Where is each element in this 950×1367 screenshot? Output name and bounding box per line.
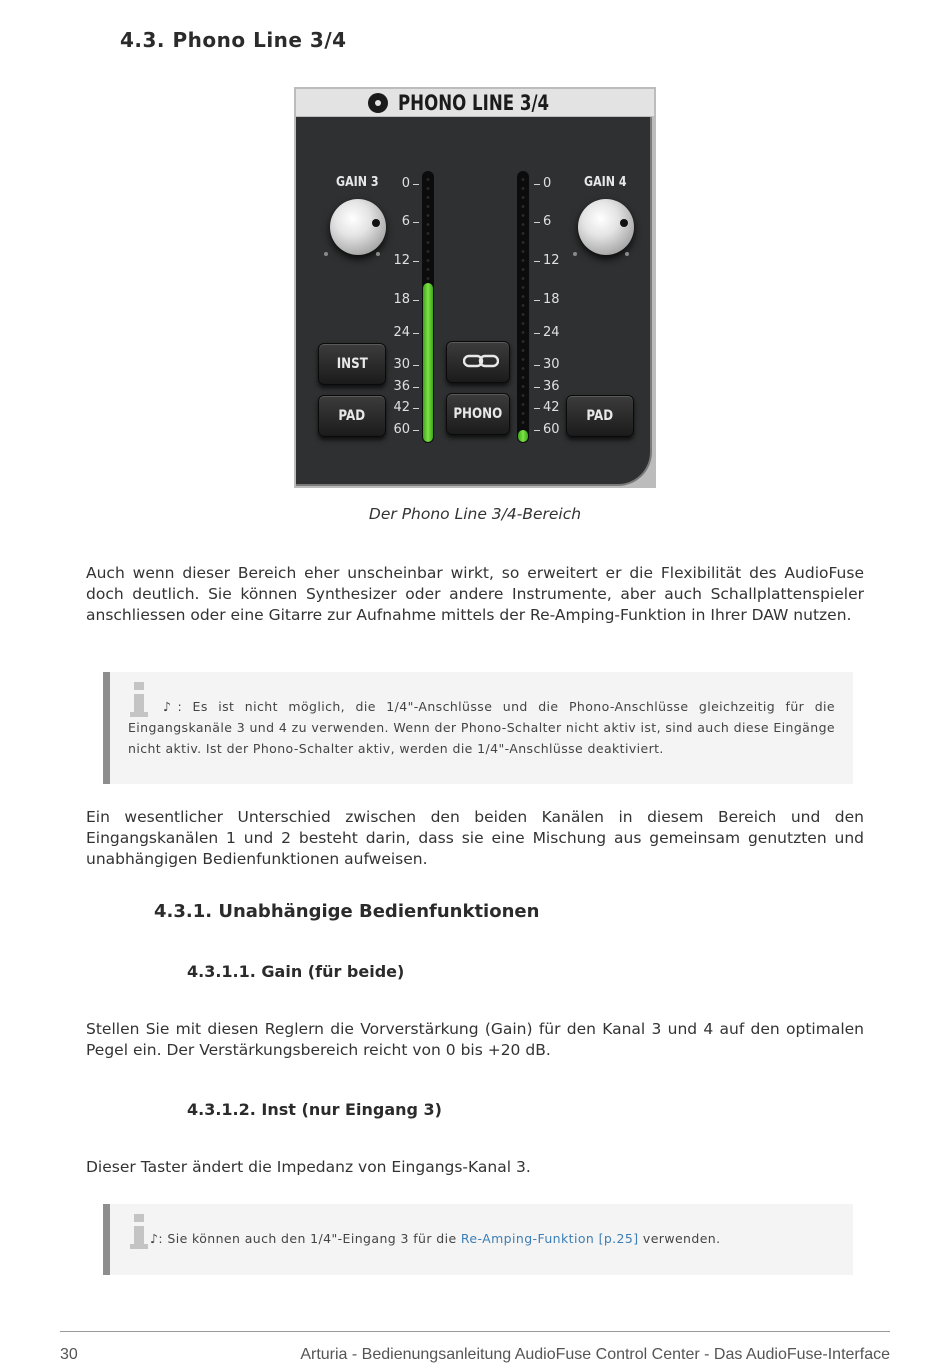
footer-title: Arturia - Bedienungsanleitung AudioFuse Control Center - Das AudioFuse-Interface <box>300 1346 890 1363</box>
chain-link-icon <box>463 354 499 368</box>
gain3-knob[interactable] <box>330 199 386 255</box>
phono-button[interactable] <box>446 393 510 435</box>
meter-fill <box>518 430 528 442</box>
scale-tick <box>413 261 419 262</box>
inst-heading: 4.3.1.2. Inst (nur Eingang 3) <box>187 1100 442 1119</box>
phono-line-panel-figure <box>294 87 656 488</box>
knob-dot <box>376 252 380 256</box>
gain4-label: GAIN 4 <box>584 175 627 190</box>
gain4-knob[interactable] <box>578 199 634 255</box>
scale-label-left: 60 <box>393 422 410 437</box>
scale-label-left: 24 <box>393 325 410 340</box>
inst-paragraph: Dieser Taster ändert die Impedanz von Eingangs-Kanal 3. <box>86 1158 531 1176</box>
inst-button[interactable] <box>318 343 386 385</box>
scale-tick <box>534 387 540 388</box>
panel-title: PHONO LINE 3/4 <box>398 91 550 115</box>
gain-heading: 4.3.1.1. Gain (für beide) <box>187 962 405 981</box>
vinyl-record-icon <box>368 93 388 113</box>
scale-label-right: 30 <box>543 357 560 372</box>
input4-level-meter <box>517 171 529 443</box>
scale-label-left: 0 <box>401 176 410 191</box>
pad-right-button[interactable] <box>566 395 634 437</box>
scale-tick <box>413 222 419 223</box>
info-icon <box>130 1214 148 1254</box>
section-heading: 4.3. Phono Line 3/4 <box>120 28 347 52</box>
scale-label-right: 0 <box>543 176 552 191</box>
scale-label-right: 60 <box>543 422 560 437</box>
pad-right-button-label: PAD <box>586 408 614 424</box>
inst-button-label: INST <box>336 356 368 372</box>
scale-tick <box>413 430 419 431</box>
scale-label-right: 24 <box>543 325 560 340</box>
panel-body <box>296 117 652 486</box>
note-2-text: ♪: Sie können auch den 1/4"-Eingang 3 für die Re-Amping-Funktion [p.25] verwenden. <box>150 1231 721 1246</box>
footer-divider <box>60 1331 890 1332</box>
scale-label-left: 36 <box>393 379 410 394</box>
link-button[interactable] <box>446 341 510 383</box>
paragraph-2: Ein wesentlicher Unterschied zwischen den beiden Kanälen in diesem Bereich und den Eingangskanälen 1 und 2 besteht darin, dass sie eine Mischung aus gemeinsam genutzten und unabhängigen Bedienfunktionen aufweisen. <box>86 808 864 868</box>
knob-dot <box>324 252 328 256</box>
scale-tick <box>534 333 540 334</box>
note-box <box>103 672 853 784</box>
scale-tick <box>413 387 419 388</box>
pad-left-button[interactable] <box>318 395 386 437</box>
scale-tick <box>534 261 540 262</box>
meter-fill <box>423 283 433 442</box>
gain3-label: GAIN 3 <box>336 175 379 190</box>
intro-paragraph: Auch wenn dieser Bereich eher unscheinbar wirkt, so erweitert er die Flexibilität des AudioFuse doch deutlich. Sie können Synthesizer oder andere Instrumente, aber auch Schallplattenspieler anschliessen oder eine Gitarre zur Aufnahme mittels der Re-Amping-Funktion in Ihrer DAW nutzen. <box>86 564 864 624</box>
scale-tick <box>534 300 540 301</box>
scale-tick <box>534 408 540 409</box>
scale-label-right: 18 <box>543 292 560 307</box>
panel-title-bar <box>296 89 654 116</box>
pad-left-button-label: PAD <box>338 408 366 424</box>
scale-label-left: 42 <box>393 400 410 415</box>
scale-tick <box>534 365 540 366</box>
re-amping-link[interactable]: Re-Amping-Funktion [p.25] <box>460 1231 639 1246</box>
scale-label-right: 36 <box>543 379 560 394</box>
scale-label-right: 42 <box>543 400 560 415</box>
figure-caption: Der Phono Line 3/4-Bereich <box>368 505 582 523</box>
knob-marker <box>620 219 628 227</box>
meter-leds <box>521 175 525 439</box>
scale-label-right: 6 <box>543 214 552 229</box>
knob-dot <box>573 252 577 256</box>
page-number: 30 <box>60 1346 78 1363</box>
note-box-2 <box>103 1204 853 1275</box>
scale-tick <box>413 300 419 301</box>
phono-button-label: PHONO <box>453 406 503 422</box>
scale-label-left: 18 <box>393 292 410 307</box>
scale-label-left: 6 <box>401 214 410 229</box>
scale-tick <box>413 184 419 185</box>
scale-tick <box>413 408 419 409</box>
scale-tick <box>413 333 419 334</box>
knob-marker <box>372 219 380 227</box>
scale-label-right: 12 <box>543 253 560 268</box>
scale-tick <box>534 430 540 431</box>
scale-label-left: 30 <box>393 357 410 372</box>
scale-tick <box>413 365 419 366</box>
gain-paragraph: Stellen Sie mit diesen Reglern die Vorverstärkung (Gain) für den Kanal 3 und 4 auf den optimalen Pegel ein. Der Verstärkungsbereich reicht von 0 bis +20 dB. <box>86 1020 864 1059</box>
input3-level-meter <box>422 171 434 443</box>
scale-tick <box>534 184 540 185</box>
knob-dot <box>625 252 629 256</box>
note-text: ♪: Es ist nicht möglich, die 1/4"-Anschlüsse und die Phono-Anschlüsse gleichzeitig für die Eingangskanäle 3 und 4 zu verwenden. Wenn der Phono-Schalter nicht aktiv ist, sind auch diese Eingänge nicht aktiv. Ist der Phono-Schalter aktiv, werden die 1/4"-Anschlüsse deaktiviert. <box>128 699 835 756</box>
scale-tick <box>534 222 540 223</box>
scale-label-left: 12 <box>393 253 410 268</box>
subsection-heading: 4.3.1. Unabhängige Bedienfunktionen <box>154 901 540 922</box>
